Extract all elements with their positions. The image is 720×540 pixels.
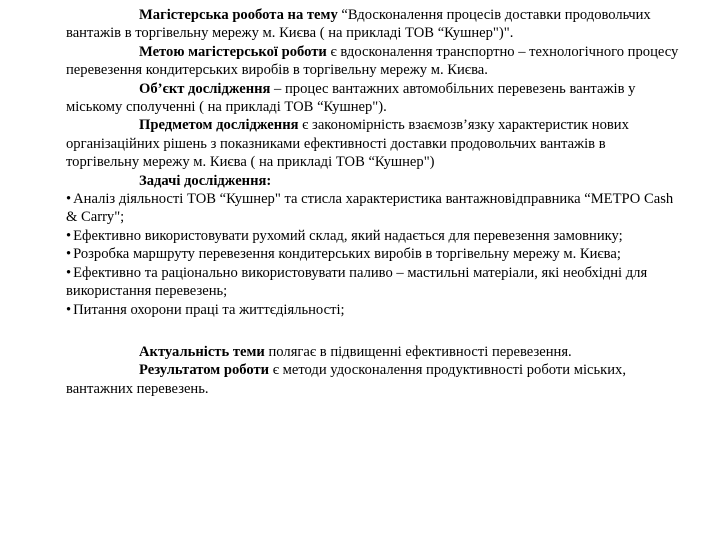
bullet-icon: • (66, 191, 72, 208)
tasks-heading (66, 172, 680, 190)
goal-label: Метою магістерської роботи (139, 43, 327, 60)
result-text: є методи удосконалення продуктивності роботи міських, вантажних перевезень. (66, 362, 626, 397)
task-item (66, 227, 680, 245)
subject-paragraph (66, 116, 680, 171)
object-text: – процес вантажних автомобільних перевезень вантажів у міському сполученні ( на прикладі ТОВ “Кушнер"). (66, 80, 636, 116)
subject-label: Предметом дослідження (139, 117, 299, 134)
task-item (66, 264, 680, 301)
bullet-icon: • (66, 301, 72, 318)
task-text: Аналіз діяльності ТОВ “Кушнер" та стисла характеристика вантажновідправника “МЕТРО Cash & Carry"; (66, 191, 674, 226)
goal-paragraph (66, 43, 680, 80)
tasks-heading-label: Задачі дослідження (139, 172, 267, 189)
task-item (66, 245, 680, 263)
object-paragraph (66, 80, 680, 117)
subject-text: є закономірність взаємозв’язку характеристик нових організаційних рішень з показниками ефективності доставки продовольчих вантажів в торгівельну мережу м. Києва ( на прикладі ТОВ “Кушнер") (66, 117, 629, 171)
bullet-icon: • (66, 227, 72, 244)
intro-paragraph (66, 6, 680, 43)
tasks-heading-colon: : (266, 172, 272, 189)
object-label: Об’єкт дослідження (139, 80, 271, 97)
task-item (66, 301, 680, 319)
relevance-text: полягає в підвищенні ефективності перевезення. (264, 343, 572, 360)
relevance-paragraph (66, 343, 680, 361)
task-text: Ефективно використовувати рухомий склад, який надається для перевезення замовнику; (73, 227, 623, 244)
bullet-icon: • (66, 246, 72, 263)
relevance-label: Актуальність теми (139, 343, 265, 360)
tasks-list (66, 190, 680, 319)
bullet-icon: • (66, 264, 72, 281)
result-label: Результатом роботи (139, 362, 270, 379)
goal-text: є вдосконалення транспортно – технологічного процесу перевезення кондитерських виробів в торгівельну мережу м. Києва. (66, 43, 679, 79)
intro-text: “Вдосконалення процесів доставки продовольчих вантажів в торгівельну мережу м. Києва ( на прикладі ТОВ “Кушнер")". (66, 7, 651, 42)
task-text: Розробка маршруту перевезення кондитерських виробів в торгівельну мережу м. Києва; (73, 246, 621, 263)
task-text: Ефективно та раціонально використовувати паливо – мастильні матеріали, які необхідні для використання перевезень; (66, 264, 648, 300)
spacer (66, 319, 680, 343)
task-item (66, 190, 680, 227)
result-paragraph (66, 361, 680, 398)
task-text: Питання охорони праці та життєдіяльності; (73, 301, 345, 318)
intro-label: Магістерська рообота на тему (139, 7, 338, 23)
